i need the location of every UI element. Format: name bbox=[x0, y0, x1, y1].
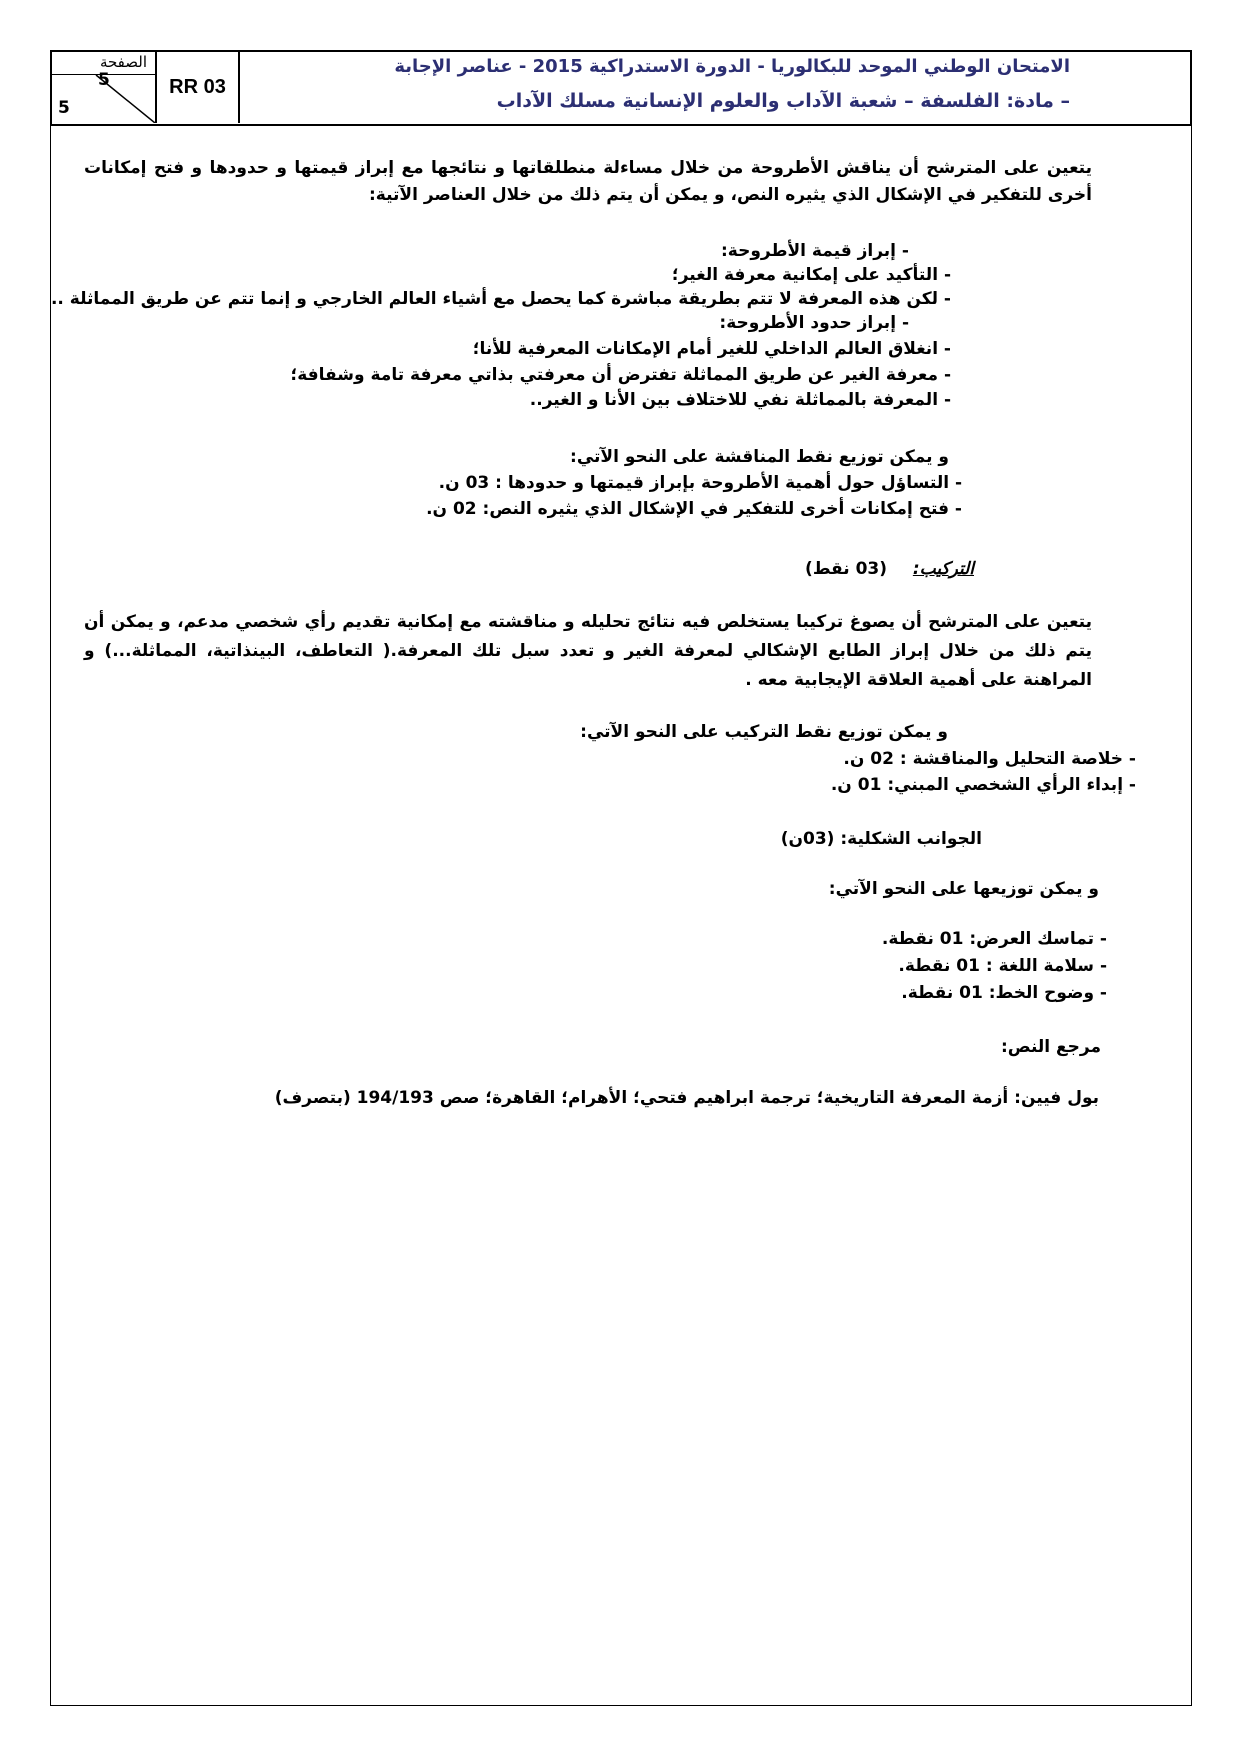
discussion-dist-heading: و يمكن توزيع نقط المناقشة على النحو الآتي: bbox=[570, 447, 949, 467]
formal-item: - سلامة اللغة : 01 نقطة. bbox=[898, 956, 1107, 976]
header-title bbox=[240, 52, 1190, 123]
reference-heading: مرجع النص: bbox=[1000, 1037, 1101, 1057]
synthesis-heading bbox=[805, 556, 974, 582]
discussion-dist-item: - التساؤل حول أهمية الأطروحة بإبراز قيمتها و حدودها : 03 ن. bbox=[438, 473, 962, 493]
value-heading: - إبراز قيمة الأطروحة: bbox=[721, 241, 909, 261]
synthesis-dist-heading: و يمكن توزيع نقط التركيب على النحو الآتي: bbox=[580, 722, 948, 742]
formal-dist-heading: و يمكن توزيعها على النحو الآتي: bbox=[828, 879, 1099, 899]
header-line-2: – مادة: الفلسفة – شعبة الآداب والعلوم الإنسانية مسلك الآداب bbox=[496, 90, 1070, 112]
header-box bbox=[50, 50, 1192, 126]
synthesis-paragraph: يتعين على المترشح أن يصوغ تركيبا يستخلص فيه نتائج تحليله و مناقشته مع إمكانية تقديم رأي شخصي مدعم، و يمكن أن يتم ذلك من خلال إبراز الطابع الإشكالي لمعرفة الغير و تعدد سبل تلك المعرفة.( التعاطف، البينذاتية، المماثلة...) و المراهنة على أهمية العلاقة الإيجابية معه . bbox=[84, 612, 1092, 690]
synthesis-dist-item: - إبداء الرأي الشخصي المبني: 01 ن. bbox=[830, 775, 1136, 795]
synthesis-points: (03 نقط) bbox=[805, 559, 888, 579]
value-item: - لكن هذه المعرفة لا تتم بطريقة مباشرة كما يحصل مع أشياء العالم الخارجي و إنما تتم عن طريق المماثلة .. bbox=[50, 289, 951, 309]
limits-item: - المعرفة بالمماثلة نفي للاختلاف بين الأنا و الغير.. bbox=[529, 390, 951, 410]
synthesis-title: التركيب: bbox=[912, 559, 974, 579]
header-line-1: الامتحان الوطني الموحد للبكالوريا - الدورة الاستدراكية 2015 - عناصر الإجابة bbox=[394, 56, 1070, 77]
formal-item: - وضوح الخط: 01 نقطة. bbox=[901, 983, 1107, 1003]
discussion-dist-item: - فتح إمكانات أخرى للتفكير في الإشكال الذي يثيره النص: 02 ن. bbox=[426, 499, 962, 519]
page-label: الصفحة bbox=[99, 53, 147, 71]
page-total: 5 bbox=[58, 98, 70, 118]
exam-code: RR 03 bbox=[157, 52, 240, 123]
synthesis-dist-item: - خلاصة التحليل والمناقشة : 02 ن. bbox=[843, 749, 1136, 769]
limits-item: - انغلاق العالم الداخلي للغير أمام الإمكانات المعرفية للأنا؛ bbox=[472, 339, 951, 359]
page-number-cell bbox=[52, 52, 157, 123]
limits-heading: - إبراز حدود الأطروحة: bbox=[719, 313, 909, 333]
reference-text: بول فيين: أزمة المعرفة التاريخية؛ ترجمة ابراهيم فتحي؛ الأهرام؛ القاهرة؛ صص 194/193 (بتصرف) bbox=[274, 1088, 1099, 1108]
limits-item: - معرفة الغير عن طريق المماثلة تفترض أن معرفتي بذاتي معرفة تامة وشفافة؛ bbox=[290, 365, 951, 385]
formal-item: - تماسك العرض: 01 نقطة. bbox=[881, 929, 1107, 949]
formal-heading: الجوانب الشكلية: (03ن) bbox=[780, 829, 982, 849]
page-current: 5 bbox=[98, 70, 110, 90]
value-item: - التأكيد على إمكانية معرفة الغير؛ bbox=[671, 265, 951, 285]
intro-paragraph: يتعين على المترشح أن يناقش الأطروحة من خلال مساءلة منطلقاتها و نتائجها مع إبراز قيمتها و حدودها و فتح إمكانات أخرى للتفكير في الإشكال الذي يثيره النص، و يمكن أن يتم ذلك من خلال العناصر الآتية: bbox=[84, 158, 1092, 205]
